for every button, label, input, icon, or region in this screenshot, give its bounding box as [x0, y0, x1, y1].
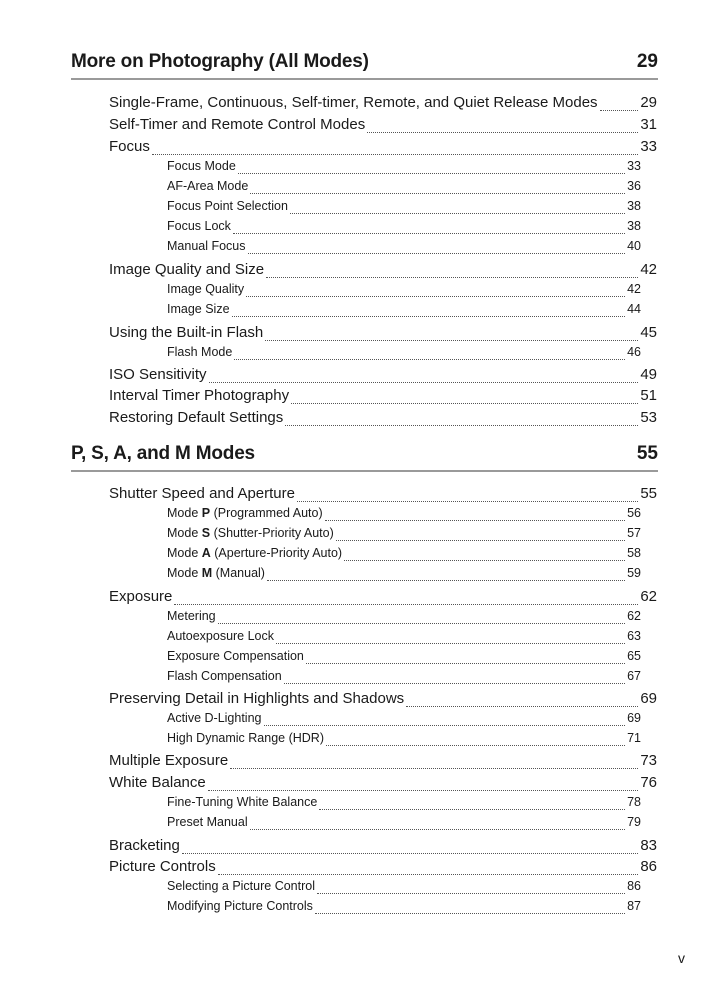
entry-page-number: 83 [640, 837, 657, 854]
dot-leader [297, 501, 638, 502]
dot-leader [317, 893, 625, 894]
entry-label: High Dynamic Range (HDR) [167, 731, 324, 745]
entry-page-number: 71 [627, 731, 641, 745]
entry-label: ISO Sensitivity [109, 366, 207, 383]
entry-page-number: 69 [640, 690, 657, 707]
entry-label: Focus [109, 138, 150, 155]
entry-page-number: 67 [627, 669, 641, 683]
entry-label: Modifying Picture Controls [167, 899, 313, 913]
page-folio: v [678, 950, 685, 966]
dot-leader [344, 560, 625, 561]
entry-label: Flash Compensation [167, 669, 282, 683]
dot-leader [218, 874, 639, 875]
mode-letter: M [201, 566, 213, 580]
entry-label: White Balance [109, 774, 206, 791]
entry-label: Active D-Lighting [167, 711, 262, 725]
entry-label-text: (Shutter-Priority Auto) [210, 526, 334, 540]
toc-subentry[interactable] [167, 609, 641, 627]
entry-label: Metering [167, 609, 216, 623]
entry-label: AF-Area Mode [167, 179, 249, 193]
dot-leader [264, 725, 626, 726]
entry-page-number: 56 [627, 506, 641, 520]
entry-label: Image Quality and Size [109, 261, 265, 278]
section-heading [71, 440, 658, 472]
dot-leader [248, 253, 626, 254]
toc-subentry[interactable] [167, 282, 641, 300]
dot-leader [326, 745, 625, 746]
entry-label: Manual Focus [167, 239, 246, 253]
entry-label-text: (Aperture-Priority Auto) [210, 546, 343, 560]
entry-label: Bracketing [109, 837, 180, 854]
toc-entry[interactable] [109, 324, 657, 345]
entry-label: Preserving Detail in Highlights and Shadows [109, 690, 405, 707]
dot-leader [306, 663, 625, 664]
dot-leader [315, 913, 625, 914]
entry-label [167, 566, 265, 580]
entry-page-number: 42 [640, 261, 657, 278]
toc-entry[interactable] [109, 94, 657, 115]
toc-subentry[interactable] [167, 199, 641, 217]
dot-leader [246, 296, 625, 297]
entry-page-number: 78 [627, 795, 641, 809]
dot-leader [276, 643, 625, 644]
dot-leader [250, 829, 625, 830]
section-title: P, S, A, and M Modes [71, 443, 255, 464]
toc-entry[interactable] [109, 366, 657, 387]
toc-subentry[interactable] [167, 546, 641, 564]
entry-label-prefix: Mode [167, 566, 202, 580]
toc-entry[interactable] [109, 774, 657, 795]
toc-subentry[interactable] [167, 795, 641, 813]
entry-page-number: 86 [627, 879, 641, 893]
entry-label: Flash Mode [167, 345, 233, 359]
mode-letter: P [201, 506, 211, 520]
entry-page-number: 59 [627, 566, 641, 580]
entry-label: Focus Lock [167, 219, 231, 233]
toc-subentry[interactable] [167, 649, 641, 667]
section-heading [71, 48, 658, 80]
dot-leader [285, 425, 638, 426]
dot-leader [336, 540, 625, 541]
entry-label: Restoring Default Settings [109, 409, 284, 426]
entry-label: Focus Mode [167, 159, 236, 173]
entry-label: Single-Frame, Continuous, Self-timer, Remote, and Quiet Release Modes [109, 94, 598, 111]
entry-label-prefix: Mode [167, 546, 202, 560]
entry-page-number: 76 [640, 774, 657, 791]
entry-page-number: 58 [627, 546, 641, 560]
dot-leader [266, 277, 638, 278]
entry-page-number: 29 [640, 94, 657, 111]
entry-label: Selecting a Picture Control [167, 879, 315, 893]
dot-leader [218, 623, 625, 624]
entry-label: Exposure Compensation [167, 649, 304, 663]
toc-subentry[interactable] [167, 879, 641, 897]
entry-label: Focus Point Selection [167, 199, 288, 213]
entry-page-number: 33 [640, 138, 657, 155]
toc-entry[interactable] [109, 837, 657, 858]
dot-leader [233, 233, 625, 234]
dot-leader [208, 790, 639, 791]
entry-page-number: 73 [640, 752, 657, 769]
toc-subentry[interactable] [167, 345, 641, 363]
entry-page-number: 40 [627, 239, 641, 253]
entry-label-prefix: Mode [167, 506, 202, 520]
toc-subentry[interactable] [167, 731, 641, 749]
entry-page-number: 79 [627, 815, 641, 829]
entry-page-number: 51 [640, 387, 657, 404]
dot-leader [250, 193, 625, 194]
entry-page-number: 49 [640, 366, 657, 383]
toc-subentry[interactable] [167, 899, 641, 917]
entry-page-number: 38 [627, 219, 641, 233]
entry-page-number: 55 [640, 485, 657, 502]
dot-leader [230, 768, 638, 769]
entry-page-number: 69 [627, 711, 641, 725]
toc-entry[interactable] [109, 858, 657, 879]
toc-entry[interactable] [109, 409, 657, 430]
entry-label [167, 506, 323, 520]
toc-subentry[interactable] [167, 219, 641, 237]
toc-entry[interactable] [109, 752, 657, 773]
entry-page-number: 42 [627, 282, 641, 296]
toc-entry[interactable] [109, 690, 657, 711]
section-page-number: 29 [636, 51, 658, 72]
section-page-number: 55 [636, 443, 658, 464]
toc-subentry[interactable] [167, 629, 641, 647]
entry-page-number: 62 [627, 609, 641, 623]
toc-entry[interactable] [109, 138, 657, 159]
dot-leader [600, 110, 639, 111]
dot-leader [267, 580, 625, 581]
entry-label: Image Size [167, 302, 230, 316]
entry-label: Image Quality [167, 282, 245, 296]
dot-leader [325, 520, 625, 521]
dot-leader [174, 604, 638, 605]
entry-page-number: 53 [640, 409, 657, 426]
toc-subentry[interactable] [167, 526, 641, 544]
entry-label-prefix: Mode [167, 526, 202, 540]
entry-label: Self-Timer and Remote Control Modes [109, 116, 366, 133]
entry-page-number: 65 [627, 649, 641, 663]
section-title: More on Photography (All Modes) [71, 51, 369, 72]
entry-label-text: (Programmed Auto) [210, 506, 323, 520]
entry-page-number: 86 [640, 858, 657, 875]
toc-subentry[interactable] [167, 179, 641, 197]
entry-label: Shutter Speed and Aperture [109, 485, 295, 502]
entry-page-number: 33 [627, 159, 641, 173]
dot-leader [234, 359, 625, 360]
entry-page-number: 44 [627, 302, 641, 316]
mode-letter: S [201, 526, 211, 540]
dot-leader [291, 403, 638, 404]
dot-leader [238, 173, 625, 174]
entry-page-number: 38 [627, 199, 641, 213]
entry-label: Multiple Exposure [109, 752, 229, 769]
entry-label [167, 526, 334, 540]
dot-leader [232, 316, 626, 317]
dot-leader [406, 706, 638, 707]
toc-subentry[interactable] [167, 566, 641, 584]
dot-leader [367, 132, 638, 133]
toc-subentry[interactable] [167, 302, 641, 320]
entry-page-number: 62 [640, 588, 657, 605]
entry-page-number: 46 [627, 345, 641, 359]
toc-entry[interactable] [109, 261, 657, 282]
entry-page-number: 57 [627, 526, 641, 540]
toc-subentry[interactable] [167, 669, 641, 687]
toc-entry[interactable] [109, 387, 657, 408]
toc-subentry[interactable] [167, 506, 641, 524]
entry-label-text: (Manual) [212, 566, 265, 580]
dot-leader [152, 154, 638, 155]
dot-leader [209, 382, 639, 383]
dot-leader [290, 213, 625, 214]
entry-label: Preset Manual [167, 815, 248, 829]
entry-label: Interval Timer Photography [109, 387, 290, 404]
entry-label: Picture Controls [109, 858, 216, 875]
toc-subentry[interactable] [167, 815, 641, 833]
mode-letter: A [201, 546, 211, 560]
entry-page-number: 31 [640, 116, 657, 133]
entry-page-number: 45 [640, 324, 657, 341]
dot-leader [319, 809, 625, 810]
toc-entry[interactable] [109, 588, 657, 609]
toc-entry[interactable] [109, 116, 657, 137]
dot-leader [284, 683, 625, 684]
toc-entry[interactable] [109, 485, 657, 506]
entry-label: Autoexposure Lock [167, 629, 275, 643]
dot-leader [265, 340, 638, 341]
entry-label [167, 546, 342, 560]
entry-page-number: 36 [627, 179, 641, 193]
toc-subentry[interactable] [167, 159, 641, 177]
entry-label: Using the Built-in Flash [109, 324, 264, 341]
entry-label: Fine-Tuning White Balance [167, 795, 318, 809]
toc-subentry[interactable] [167, 239, 641, 257]
entry-page-number: 87 [627, 899, 641, 913]
entry-page-number: 63 [627, 629, 641, 643]
dot-leader [182, 853, 638, 854]
toc-subentry[interactable] [167, 711, 641, 729]
entry-label: Exposure [109, 588, 173, 605]
